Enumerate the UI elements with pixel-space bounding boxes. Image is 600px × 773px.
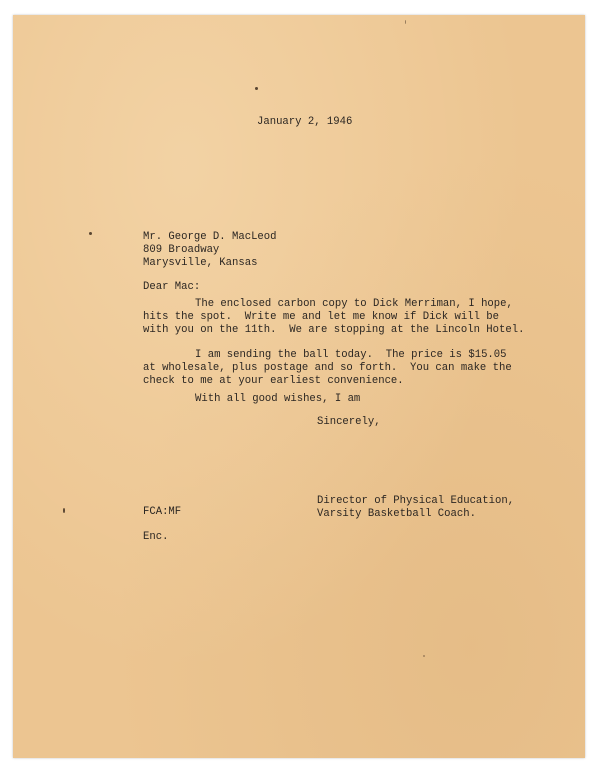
- recipient-name: Mr. George D. MacLeod: [143, 231, 277, 243]
- paper-speck: [405, 20, 406, 24]
- paper-speck: [63, 508, 65, 513]
- paper-speck: [423, 655, 425, 657]
- signature-title-line-2: Varsity Basketball Coach.: [317, 508, 476, 520]
- enclosure-note: Enc.: [143, 531, 169, 543]
- closing-line: With all good wishes, I am: [195, 393, 361, 405]
- salutation: Dear Mac:: [143, 281, 201, 293]
- paragraph-2-line-1: I am sending the ball today. The price is $15.05: [195, 349, 507, 361]
- paragraph-1-line-1: The enclosed carbon copy to Dick Merriman, I hope,: [195, 298, 513, 310]
- recipient-street: 809 Broadway: [143, 244, 220, 256]
- paragraph-1-line-3: with you on the 11th. We are stopping at the Lincoln Hotel.: [143, 324, 525, 336]
- paragraph-2-line-2: at wholesale, plus postage and so forth. You can make the: [143, 362, 512, 374]
- paper-speck: [255, 87, 258, 90]
- recipient-city: Marysville, Kansas: [143, 257, 258, 269]
- paper-speck: [89, 232, 92, 235]
- signoff: Sincerely,: [317, 416, 381, 428]
- letter-page: [13, 15, 585, 758]
- typist-initials: FCA:MF: [143, 506, 182, 518]
- letter-date: January 2, 1946: [257, 116, 353, 128]
- paragraph-2-line-3: check to me at your earliest convenience.: [143, 375, 404, 387]
- paragraph-1-line-2: hits the spot. Write me and let me know if Dick will be: [143, 311, 500, 323]
- signature-title-line-1: Director of Physical Education,: [317, 495, 515, 507]
